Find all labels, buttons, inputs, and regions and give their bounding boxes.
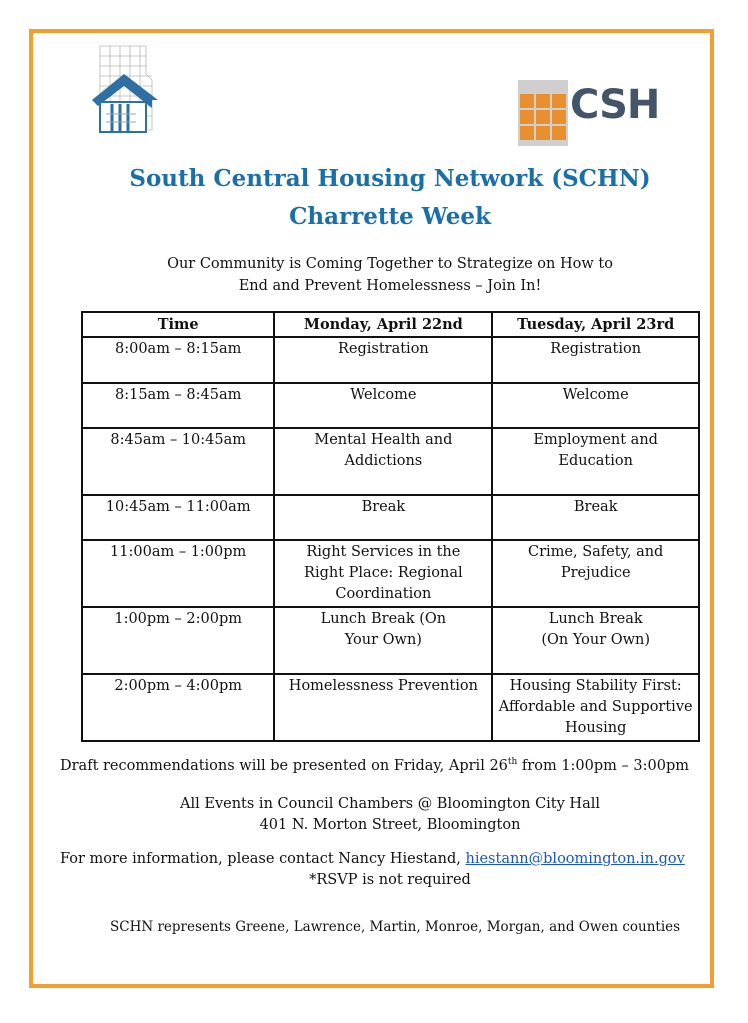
table-row — [82, 383, 699, 428]
row-tuesday: Welcome — [492, 383, 699, 428]
contact-email-link[interactable]: hiestann@bloomington.in.gov — [465, 851, 685, 867]
table-row — [82, 674, 699, 741]
row-time: 11:00am – 1:00pm — [82, 540, 274, 607]
row-monday: Homelessness Prevention — [274, 674, 492, 741]
counties-footer: SCHN represents Greene, Lawrence, Martin, Monroe, Morgan, and Owen counties — [110, 919, 681, 935]
house-map-logo-icon — [86, 44, 166, 134]
csh-logo-text: CSH — [570, 82, 660, 128]
row-monday: Lunch Break (On Your Own) — [274, 607, 492, 674]
header-tuesday: Tuesday, April 23rd — [492, 312, 699, 337]
contact-text: For more information, please contact Nancy Hiestand, — [60, 851, 466, 867]
row-tuesday: Employment and Education — [492, 428, 699, 495]
page-subtitle: Charrette Week — [289, 203, 491, 230]
venue-line-1: All Events in Council Chambers @ Bloomington City Hall — [180, 796, 600, 812]
row-monday: Right Services in the Right Place: Regional Coordination — [274, 540, 492, 607]
row-time: 8:15am – 8:45am — [82, 383, 274, 428]
row-time: 1:00pm – 2:00pm — [82, 607, 274, 674]
schedule-table — [81, 311, 700, 742]
contact-info — [60, 849, 710, 870]
table-row — [82, 495, 699, 540]
draft-recommendations-note — [60, 752, 710, 777]
table-row — [82, 337, 699, 383]
row-time: 8:45am – 10:45am — [82, 428, 274, 495]
tagline-line-1: Our Community is Coming Together to Strategize on How to — [167, 256, 613, 272]
row-tuesday: Registration — [492, 337, 699, 383]
draft-text-end: from 1:00pm – 3:00pm — [517, 757, 689, 774]
row-time: 10:45am – 11:00am — [82, 495, 274, 540]
header-time: Time — [82, 312, 274, 337]
table-row — [82, 540, 699, 607]
rsvp-note: *RSVP is not required — [309, 872, 471, 888]
row-monday: Welcome — [274, 383, 492, 428]
draft-text-sup: th — [507, 757, 518, 767]
csh-logo — [518, 80, 668, 146]
tagline-line-2: End and Prevent Homelessness – Join In! — [238, 278, 542, 294]
row-tuesday: Crime, Safety, and Prejudice — [492, 540, 699, 607]
row-time: 8:00am – 8:15am — [82, 337, 274, 383]
table-row — [82, 607, 699, 674]
row-monday: Registration — [274, 337, 492, 383]
row-tuesday: Housing Stability First: Affordable and Supportive Housing — [492, 674, 699, 741]
row-monday: Break — [274, 495, 492, 540]
draft-text-start: Draft recommendations will be presented on Friday, April 26 — [60, 757, 508, 774]
schedule-header-row — [82, 312, 699, 337]
table-row — [82, 428, 699, 495]
venue-line-2: 401 N. Morton Street, Bloomington — [259, 817, 521, 833]
csh-squares-icon — [518, 80, 570, 146]
tagline — [100, 253, 680, 297]
row-monday: Mental Health and Addictions — [274, 428, 492, 495]
row-tuesday: Lunch Break (On Your Own) — [492, 607, 699, 674]
row-tuesday: Break — [492, 495, 699, 540]
row-time: 2:00pm – 4:00pm — [82, 674, 274, 741]
page-title: South Central Housing Network (SCHN) — [129, 165, 651, 192]
header-monday: Monday, April 22nd — [274, 312, 492, 337]
